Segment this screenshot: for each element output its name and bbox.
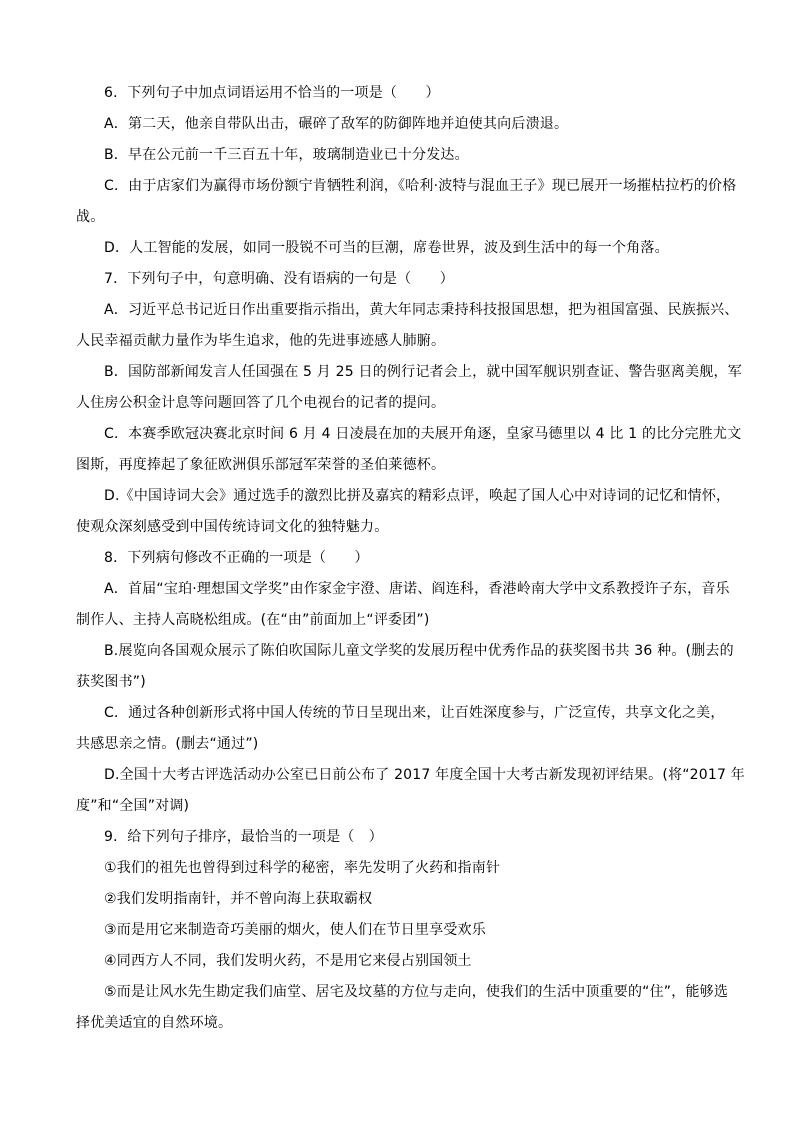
question-8-option-a-cont: 制作人、主持人高晓松组成。(在“由”前面加上“评委团”) [76, 612, 430, 628]
question-6-option-a: A．第二天，他亲自带队出击，碾碎了敌军的防御阵地并迫使其向后溃退。 [104, 116, 569, 132]
question-8-option-c: C．通过各种创新形式将中国人传统的节日呈现出来，让百姓深度参与，广泛宣传，共享文化之美， [104, 705, 725, 721]
question-9-sentence-2: ②我们发明指南针，并不曾向海上获取霸权 [104, 891, 373, 907]
question-7-option-b: B．国防部新闻发言人任国强在 5 月 25 日的例行记者会上，就中国军舰识别查证、警告驱离美舰，军 [104, 364, 742, 380]
question-6-option-c: C．由于店家们为赢得市场份额宁肯牺牲利润，《哈利·波特与混血王子》现已展开一场摧枯拉朽的价格 [104, 178, 737, 194]
question-8-stem: 8．下列病句修改不正确的一项是（ ） [104, 550, 369, 566]
question-7-option-c: C．本赛季欧冠决赛北京时间 6 月 4 日凌晨在加的夫展开角逐，皇家马德里以 4 比 1 的比分完胜尤文 [104, 426, 742, 442]
question-7-option-c-cont: 图斯，再度捧起了象征欧洲俱乐部冠军荣誉的圣伯莱德杯。 [76, 457, 446, 473]
question-8-option-b-cont: 获奖图书”) [76, 674, 146, 690]
question-9-sentence-3: ③而是用它来制造奇巧美丽的烟火，使人们在节日里享受欢乐 [104, 922, 486, 938]
question-7-option-b-cont: 人住房公积金计息等问题回答了几个电视台的记者的提问。 [76, 395, 446, 411]
question-8-option-d-cont: 度”和“全国”对调) [76, 798, 190, 814]
question-7-option-d-cont: 使观众深刻感受到中国传统诗词文化的独特魅力。 [76, 519, 389, 535]
question-6-option-d: D．人工智能的发展，如同一股锐不可当的巨潮，席卷世界，波及到生活中的每一个角落。 [104, 240, 669, 256]
question-7-option-a-cont: 人民幸福贡献力量作为毕生追求，他的先进事迹感人肺腑。 [76, 333, 446, 349]
question-8-option-d: D.全国十大考古评选活动办公室已日前公布了 2017 年度全国十大考古新发现初评结果。(将“2017 年 [104, 767, 745, 783]
question-8-option-b: B.展览向各国观众展示了陈伯吹国际儿童文学奖的发展历程中优秀作品的获奖图书共 36 种。(删去的 [104, 643, 734, 659]
question-9-sentence-5-cont: 择优美适宜的自然环境。 [76, 1015, 233, 1031]
question-9-stem: 9．给下列句子排序，最恰当的一项是（ ） [104, 829, 383, 845]
question-8-option-c-cont: 共感思亲之情。(删去“通过”) [76, 736, 259, 752]
question-9-sentence-5: ⑤而是让风水先生勘定我们庙堂、居宅及坟墓的方位与走向，使我们的生活中顶重要的“住”，能够选 [104, 984, 729, 1000]
question-7-option-d: D.《中国诗词大会》通过选手的激烈比拼及嘉宾的精彩点评，唤起了国人心中对诗词的记忆和情怀， [104, 488, 731, 504]
question-7-stem: 7．下列句子中，句意明确、没有语病的一句是（ ） [104, 271, 454, 287]
question-7-option-a: A．习近平总书记近日作出重要指示指出，黄大年同志秉持科技报国思想，把为祖国富强、民族振兴、 [104, 302, 739, 318]
document-body [76, 78, 745, 1039]
question-6-option-b: B．早在公元前一千三百五十年，玻璃制造业已十分发达。 [104, 147, 469, 163]
question-6-stem: 6．下列句子中加点词语运用不恰当的一项是（ ） [104, 85, 440, 101]
question-6-option-c-cont: 战。 [76, 209, 105, 225]
question-8-option-a: A．首届“宝珀·理想国文学奖”由作家金宇澄、唐诺、阎连科，香港岭南大学中文系教授许子东，音乐 [104, 581, 730, 597]
question-9-sentence-4: ④同西方人不同，我们发明火药，不是用它来侵占别国领土 [104, 953, 472, 969]
question-9-sentence-1: ①我们的祖先也曾得到过科学的秘密，率先发明了火药和指南针 [104, 860, 501, 876]
